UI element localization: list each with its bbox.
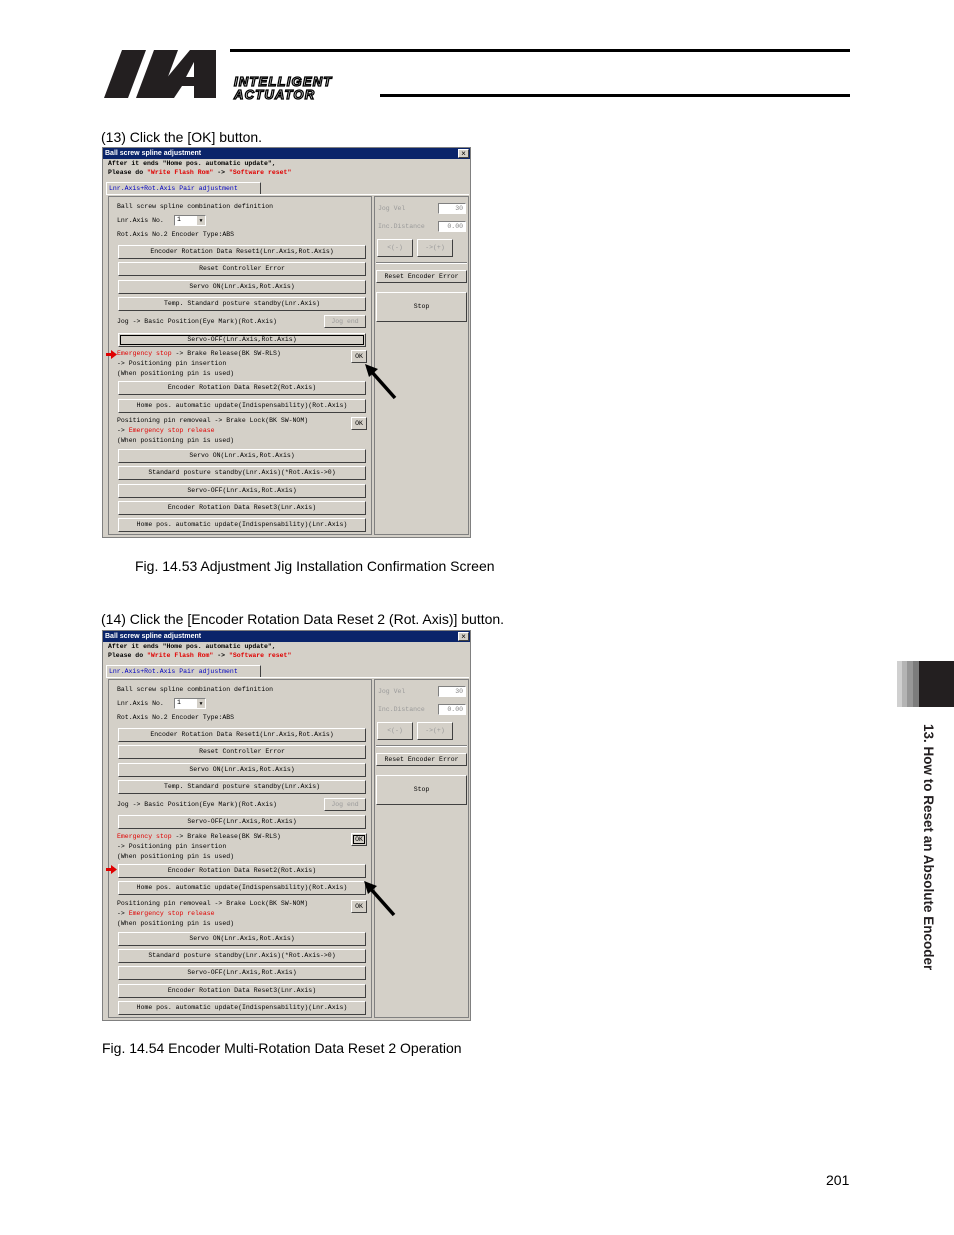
home-update-lnr-button[interactable]: Home pos. automatic update(Indispensability)(Lnr.Axis) [118, 1001, 366, 1015]
chapter-tab-block [919, 661, 954, 707]
pointer-arrow-icon [364, 881, 396, 917]
standard-standby-button[interactable]: Standard posture standby(Lnr.Axis)(*Rot.Axis->0) [118, 466, 366, 480]
ok-button-2[interactable]: OK [351, 417, 367, 430]
jog-vel-label: Jog Vel [378, 205, 406, 212]
notice-line2: Please do "Write Flash Rom" -> "Software reset" [108, 652, 292, 659]
reset-controller-error-button[interactable]: Reset Controller Error [118, 745, 366, 759]
encoder-reset1-button[interactable]: Encoder Rotation Data Reset1(Lnr.Axis,Rot.Axis) [118, 728, 366, 742]
page-number: 201 [826, 1172, 850, 1188]
pointer-arrow-icon [365, 364, 397, 400]
servo-on-button[interactable]: Servo ON(Lnr.Axis,Rot.Axis) [118, 763, 366, 777]
servo-off-button[interactable]: Servo-OFF(Lnr.Axis,Rot.Axis) [118, 333, 366, 347]
ok-button[interactable]: OK [351, 833, 367, 846]
home-update-rot-button[interactable]: Home pos. automatic update(Indispensability)(Rot.Axis) [118, 881, 366, 895]
figure-caption-53: Fig. 14.53 Adjustment Jig Installation Confirmation Screen [135, 558, 495, 574]
encoder-reset3-button[interactable]: Encoder Rotation Data Reset3(Lnr.Axis) [118, 501, 366, 515]
reset-controller-error-button[interactable]: Reset Controller Error [118, 262, 366, 276]
right-separator [376, 745, 467, 747]
home-update-rot-button[interactable]: Home pos. automatic update(Indispensability)(Rot.Axis) [118, 399, 366, 413]
pin-used-text-2: (When positioning pin is used) [117, 437, 235, 444]
close-icon[interactable]: × [458, 149, 469, 158]
rot-axis-info: Rot.Axis No.2 Encoder Type:ABS [117, 231, 235, 238]
figure-caption-54: Fig. 14.54 Encoder Multi-Rotation Data Reset 2 Operation [102, 1040, 462, 1056]
jog-basic-position-text: Jog -> Basic Position(Eye Mark)(Rot.Axis) [117, 801, 277, 808]
ok-button[interactable]: OK [351, 350, 367, 363]
emergency-stop-text: Emergency stop -> Brake Release(BK SW-RLS) [117, 350, 281, 357]
tab-pair-adjustment[interactable]: Lnr.Axis+Rot.Axis Pair adjustment [106, 665, 261, 677]
chapter-title-text: 13. How to Reset an Absolute Encoder [921, 724, 936, 971]
reset-encoder-error-button[interactable]: Reset Encoder Error [376, 270, 467, 283]
screenshot-window-2 [102, 630, 471, 1021]
jog-end-button[interactable]: Jog end [324, 315, 366, 328]
inc-distance-label: Inc.Distance [378, 223, 425, 230]
lnr-axis-label: Lnr.Axis No. [117, 700, 164, 707]
pin-used-text: (When positioning pin is used) [117, 853, 235, 860]
jog-plus-button[interactable]: ->(+) [417, 722, 453, 740]
lnr-axis-label: Lnr.Axis No. [117, 217, 164, 224]
chevron-down-icon: ▼ [197, 699, 205, 708]
reset-encoder-error-button[interactable]: Reset Encoder Error [376, 753, 467, 766]
tab-divider [106, 677, 469, 678]
close-icon[interactable]: × [458, 632, 469, 641]
inc-distance-field[interactable]: 0.00 [438, 704, 466, 715]
servo-off-button[interactable]: Servo-OFF(Lnr.Axis,Rot.Axis) [118, 815, 366, 829]
encoder-reset1-button[interactable]: Encoder Rotation Data Reset1(Lnr.Axis,Rot.Axis) [118, 245, 366, 259]
pin-removal-text: Positioning pin removeal -> Brake Lock(BK SW-NOM) [117, 417, 309, 424]
screenshot-window-1 [102, 147, 471, 538]
header-rule-top [230, 49, 850, 52]
temp-standby-button[interactable]: Temp. Standard posture standby(Lnr.Axis) [118, 780, 366, 794]
jog-minus-button[interactable]: <(-) [377, 722, 413, 740]
jog-vel-label: Jog Vel [378, 688, 406, 695]
jog-end-button[interactable]: Jog end [324, 798, 366, 811]
servo-on-button-2[interactable]: Servo ON(Lnr.Axis,Rot.Axis) [118, 449, 366, 463]
emergency-release-text: -> Emergency stop release [117, 427, 215, 434]
lnr-axis-select[interactable]: 1 ▼ [174, 698, 206, 709]
emergency-release-text: -> Emergency stop release [117, 910, 215, 917]
pin-removal-text: Positioning pin removeal -> Brake Lock(BK SW-NOM) [117, 900, 309, 907]
temp-standby-button[interactable]: Temp. Standard posture standby(Lnr.Axis) [118, 297, 366, 311]
red-arrow-icon [106, 865, 117, 874]
brand-line1: INTELLIGENT [234, 74, 333, 89]
window-titlebar: Ball screw spline adjustment [103, 148, 470, 159]
standard-standby-button[interactable]: Standard posture standby(Lnr.Axis)(*Rot.Axis->0) [118, 949, 366, 963]
jog-basic-position-text: Jog -> Basic Position(Eye Mark)(Rot.Axis) [117, 318, 277, 325]
brand-line2: ACTUATOR [234, 87, 316, 102]
lnr-axis-select[interactable]: 1 ▼ [174, 215, 206, 226]
servo-on-button-2[interactable]: Servo ON(Lnr.Axis,Rot.Axis) [118, 932, 366, 946]
rot-axis-info: Rot.Axis No.2 Encoder Type:ABS [117, 714, 235, 721]
encoder-reset2-button[interactable]: Encoder Rotation Data Reset2(Rot.Axis) [118, 381, 366, 395]
company-logo [104, 50, 224, 100]
notice-line2: Please do "Write Flash Rom" -> "Software reset" [108, 169, 292, 176]
pin-insertion-text: -> Positioning pin insertion [117, 843, 227, 850]
tab-pair-adjustment[interactable]: Lnr.Axis+Rot.Axis Pair adjustment [106, 182, 261, 194]
notice-line1: After it ends "Home pos. automatic update", [108, 160, 276, 167]
window-titlebar: Ball screw spline adjustment [103, 631, 470, 642]
jog-plus-button[interactable]: ->(+) [417, 239, 453, 257]
ok-button-2[interactable]: OK [351, 900, 367, 913]
encoder-reset3-button[interactable]: Encoder Rotation Data Reset3(Lnr.Axis) [118, 984, 366, 998]
jog-minus-button[interactable]: <(-) [377, 239, 413, 257]
stop-button[interactable]: Stop [376, 775, 467, 805]
chapter-tab-gradient [897, 661, 919, 707]
jog-vel-field[interactable]: 30 [438, 686, 466, 697]
stop-button[interactable]: Stop [376, 292, 467, 322]
jog-vel-field[interactable]: 30 [438, 203, 466, 214]
servo-off-button-2[interactable]: Servo-OFF(Lnr.Axis,Rot.Axis) [118, 484, 366, 498]
step-14-instruction: (14) Click the [Encoder Rotation Data Reset 2 (Rot. Axis)] button. [101, 611, 505, 627]
pin-used-text: (When positioning pin is used) [117, 370, 235, 377]
chapter-title-vertical [917, 724, 939, 1014]
servo-off-button-2[interactable]: Servo-OFF(Lnr.Axis,Rot.Axis) [118, 966, 366, 980]
definition-title: Ball screw spline combination definition [117, 203, 274, 210]
pin-used-text-2: (When positioning pin is used) [117, 920, 235, 927]
header-rule-bottom [380, 94, 850, 97]
inc-distance-field[interactable]: 0.00 [438, 221, 466, 232]
inc-distance-label: Inc.Distance [378, 706, 425, 713]
servo-on-button[interactable]: Servo ON(Lnr.Axis,Rot.Axis) [118, 280, 366, 294]
tab-divider [106, 194, 469, 195]
chevron-down-icon: ▼ [197, 216, 205, 225]
pin-insertion-text: -> Positioning pin insertion [117, 360, 227, 367]
step-13-instruction: (13) Click the [OK] button. [101, 129, 263, 145]
emergency-stop-text: Emergency stop -> Brake Release(BK SW-RLS) [117, 833, 281, 840]
notice-line1: After it ends "Home pos. automatic update", [108, 643, 276, 650]
right-separator [376, 262, 467, 264]
home-update-lnr-button[interactable]: Home pos. automatic update(Indispensability)(Lnr.Axis) [118, 518, 366, 532]
encoder-reset2-button[interactable]: Encoder Rotation Data Reset2(Rot.Axis) [118, 864, 366, 878]
definition-title: Ball screw spline combination definition [117, 686, 274, 693]
red-arrow-icon [106, 350, 117, 359]
